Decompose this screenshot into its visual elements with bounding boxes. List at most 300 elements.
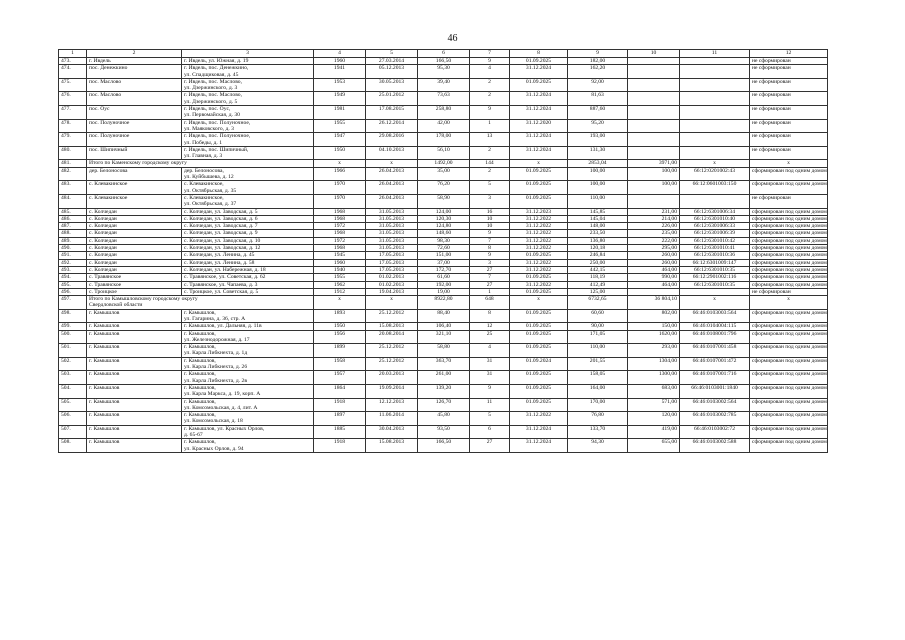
status-cell: сформирован под одним домом: [750, 281, 828, 288]
total-row: [59, 296, 828, 310]
year-cell: 1960: [314, 58, 366, 65]
locality-cell: пос. Маслово: [87, 78, 182, 92]
row-number: 485.: [59, 208, 87, 215]
due-date-cell: 31.12.2024: [510, 65, 568, 79]
area-cell: 178,00: [418, 133, 470, 147]
count-cell: 31: [470, 357, 510, 371]
cadastral-cell: 66:12:0601003:150: [680, 181, 750, 195]
row-number: 504.: [59, 384, 87, 398]
address-cell: [182, 288, 314, 295]
year-cell: 1970: [314, 194, 366, 208]
amount-cell: 60,60: [568, 309, 628, 323]
table-body: [59, 58, 828, 453]
date-cell: 26.04.2013: [366, 194, 418, 208]
row-number: 494.: [59, 274, 87, 281]
date-cell: 31.05.2013: [366, 208, 418, 215]
cadastral-cell: 66:46:0107001:458: [680, 344, 750, 358]
address-line: г. Камышлов,: [184, 439, 216, 446]
address-cell: [182, 230, 314, 237]
col10-cell: 802,00: [628, 309, 680, 323]
address-cell: [182, 384, 314, 398]
table-row: [59, 344, 828, 358]
area-cell: 172,70: [418, 266, 470, 273]
count-cell: 2: [470, 146, 510, 160]
count-cell: 7: [470, 237, 510, 244]
table-row: [59, 78, 828, 92]
address-cell: [182, 439, 314, 453]
due-date-cell: 01.09.2025: [510, 274, 568, 281]
total-label: [87, 160, 314, 167]
due-date-cell: 01.09.2025: [510, 181, 568, 195]
address-line: г. Камышлов,: [184, 344, 216, 351]
count-cell: 144: [470, 160, 510, 167]
address-line: дер. Белоносова,: [184, 167, 224, 174]
address-cell: [182, 245, 314, 252]
col10-cell: 1304,00: [628, 357, 680, 371]
due-date-cell: 31.12.2024: [510, 106, 568, 120]
due-date-cell: 01.09.2025: [510, 78, 568, 92]
address-cell: [182, 119, 314, 133]
address-line: г. Камышлов,: [184, 357, 216, 364]
row-number: 487.: [59, 223, 87, 230]
amount-cell: 164,00: [568, 384, 628, 398]
year-cell: 1864: [314, 384, 366, 398]
year-cell: 1968: [314, 215, 366, 222]
col10-cell: 120,00: [628, 412, 680, 426]
status-cell: не сформирован: [750, 92, 828, 106]
table-row: [59, 92, 828, 106]
table-row: [59, 194, 828, 208]
row-number: 482.: [59, 167, 87, 181]
address-cell: [182, 274, 314, 281]
status-cell: не сформирован: [750, 194, 828, 208]
count-cell: 11: [470, 398, 510, 412]
count-cell: 2: [470, 78, 510, 92]
amount-cell: 145,04: [568, 215, 628, 222]
cadastral-cell: [680, 119, 750, 133]
cadastral-cell: 66:46:0107001:716: [680, 371, 750, 385]
amount-cell: 182,00: [568, 58, 628, 65]
col10-cell: 260,00: [628, 252, 680, 259]
address-cell: [182, 92, 314, 106]
address-line: с. Клевакинское,: [184, 194, 224, 201]
cadastral-cell: 66:12:0201002:43: [680, 167, 750, 181]
area-cell: 45,80: [418, 412, 470, 426]
amount-cell: 201,55: [568, 357, 628, 371]
status-cell: x: [750, 296, 828, 310]
col10-cell: 1300,00: [628, 371, 680, 385]
locality-cell: г. Камышлов: [87, 371, 182, 385]
due-date-cell: 01.09.2025: [510, 344, 568, 358]
register-table: [58, 49, 828, 453]
amount-cell: 125,00: [568, 288, 628, 295]
amount-cell: 412,49: [568, 281, 628, 288]
cadastral-cell: [680, 194, 750, 208]
cadastral-cell: [680, 65, 750, 79]
locality-cell: пос. Денежкино: [87, 65, 182, 79]
count-cell: 4: [470, 344, 510, 358]
address-line: с. Травянское, ул. Советская, д. 62: [184, 274, 266, 281]
row-number: 489.: [59, 237, 87, 244]
row-number: 502.: [59, 357, 87, 371]
table-row: [59, 237, 828, 244]
area-cell: 151,00: [418, 252, 470, 259]
col10-cell: 293,00: [628, 344, 680, 358]
table-row: [59, 133, 828, 147]
year-cell: x: [314, 160, 366, 167]
col10-cell: 226,00: [628, 223, 680, 230]
total-label-line: Итого по Камышловскому городскому округу: [89, 296, 198, 303]
due-date-cell: 01.09.2025: [510, 58, 568, 65]
row-number: 499.: [59, 323, 87, 330]
address-line: ул. Железнодорожная, д. 17: [184, 336, 250, 343]
count-cell: 9: [470, 252, 510, 259]
address-cell: [182, 181, 314, 195]
amount-cell: 110,00: [568, 344, 628, 358]
date-cell: 15.08.2013: [366, 439, 418, 453]
cadastral-cell: 66:46:0107001:472: [680, 357, 750, 371]
count-cell: 13: [470, 133, 510, 147]
address-cell: [182, 78, 314, 92]
count-cell: 4: [470, 65, 510, 79]
status-cell: не сформирован: [750, 133, 828, 147]
table-row: [59, 274, 828, 281]
year-cell: 1949: [314, 92, 366, 106]
cadastral-cell: 66:12:6301006:33: [680, 223, 750, 230]
col10-cell: [628, 65, 680, 79]
col10-cell: 464,00: [628, 281, 680, 288]
cadastral-cell: x: [680, 160, 750, 167]
address-line: ул. Октябрьская, д. 35: [184, 187, 237, 194]
count-cell: 9: [470, 106, 510, 120]
date-cell: 30.05.2013: [366, 78, 418, 92]
cadastral-cell: [680, 133, 750, 147]
address-line: ул. Дзержинского, д. 3: [184, 85, 238, 92]
col10-cell: 214,00: [628, 215, 680, 222]
table-row: [59, 245, 828, 252]
locality-cell: г. Ивдель: [87, 58, 182, 65]
amount-cell: 170,00: [568, 398, 628, 412]
cadastral-cell: [680, 288, 750, 295]
cadastral-cell: [680, 78, 750, 92]
amount-cell: 94,30: [568, 439, 628, 453]
address-line: г. Ивдель, пос. Шипичный,: [184, 146, 249, 153]
address-line: г. Камышлов,: [184, 309, 216, 316]
status-cell: не сформирован: [750, 106, 828, 120]
area-cell: 35,00: [418, 167, 470, 181]
cadastral-cell: 66:46:0108001:796: [680, 330, 750, 344]
row-number: 507.: [59, 425, 87, 439]
area-cell: 261,00: [418, 371, 470, 385]
year-cell: 1981: [314, 106, 366, 120]
address-line: г. Камышлов,: [184, 412, 216, 419]
year-cell: 1953: [314, 78, 366, 92]
due-date-cell: 31.12.2022: [510, 245, 568, 252]
year-cell: 1968: [314, 208, 366, 215]
status-cell: сформирован под одним домом: [750, 208, 828, 215]
area-cell: 72,60: [418, 245, 470, 252]
col10-cell: 222,00: [628, 237, 680, 244]
row-number: 500.: [59, 330, 87, 344]
count-cell: 6: [470, 425, 510, 439]
due-date-cell: 01.09.2025: [510, 330, 568, 344]
status-cell: сформирован под одним домом: [750, 425, 828, 439]
year-cell: 1950: [314, 323, 366, 330]
address-line: с. Колчедан, ул. Ленина, д. 45: [184, 252, 255, 259]
year-cell: 1966: [314, 167, 366, 181]
row-number: 503.: [59, 371, 87, 385]
due-date-cell: 31.12.2022: [510, 237, 568, 244]
year-cell: 1960: [314, 259, 366, 266]
amount-cell: 118,19: [568, 274, 628, 281]
cadastral-cell: 66:46:0104004:115: [680, 323, 750, 330]
status-cell: сформирован под одним домом: [750, 266, 828, 273]
address-line: с. Клевакинское,: [184, 181, 224, 188]
amount-cell: 81,63: [568, 92, 628, 106]
date-cell: 12.12.2013: [366, 398, 418, 412]
col10-cell: 3971,00: [628, 160, 680, 167]
due-date-cell: 31.12.2024: [510, 133, 568, 147]
col10-cell: 36 804,10: [628, 296, 680, 310]
table-row: [59, 252, 828, 259]
col10-cell: [628, 146, 680, 160]
status-cell: сформирован под одним домом: [750, 384, 828, 398]
date-cell: 19.09.2014: [366, 384, 418, 398]
status-cell: сформирован под одним домом: [750, 309, 828, 323]
table-row: [59, 323, 828, 330]
address-line: г. Камышлов,: [184, 371, 216, 378]
amount-cell: 133,70: [568, 425, 628, 439]
area-cell: 1492,00: [418, 160, 470, 167]
row-number: 505.: [59, 398, 87, 412]
status-cell: сформирован под одним домом: [750, 252, 828, 259]
area-cell: 98,30: [418, 237, 470, 244]
area-cell: 8922,80: [418, 296, 470, 310]
address-line: ул. Первомайская, д. 30: [184, 112, 240, 119]
cadastral-cell: [680, 92, 750, 106]
amount-cell: 2853,04: [568, 160, 628, 167]
table-row: [59, 439, 828, 453]
column-number-row: [59, 50, 828, 58]
date-cell: 20.08.2014: [366, 330, 418, 344]
area-cell: 258,80: [418, 106, 470, 120]
address-cell: [182, 371, 314, 385]
address-cell: [182, 281, 314, 288]
table-row: [59, 119, 828, 133]
date-cell: 30.04.2013: [366, 425, 418, 439]
address-line: ул. Карла Либкнехта, д. 1д: [184, 350, 248, 357]
date-cell: 31.05.2013: [366, 237, 418, 244]
due-date-cell: 01.09.2025: [510, 309, 568, 323]
year-cell: 1955: [314, 119, 366, 133]
count-cell: 3: [470, 259, 510, 266]
col10-cell: [628, 194, 680, 208]
due-date-cell: 01.09.2025: [510, 167, 568, 181]
locality-cell: г. Камышлов: [87, 398, 182, 412]
locality-cell: с. Колчедан: [87, 245, 182, 252]
date-cell: 19.04.2013: [366, 288, 418, 295]
due-date-cell: 31.12.2022: [510, 230, 568, 237]
row-number: 479.: [59, 133, 87, 147]
address-line: с. Колчедан, ул. Заводская, д. 10: [184, 237, 261, 244]
cadastral-cell: 66:46:0103003:564: [680, 309, 750, 323]
date-cell: 17.05.2013: [366, 259, 418, 266]
col10-cell: 683,00: [628, 384, 680, 398]
col10-cell: 990,00: [628, 274, 680, 281]
cadastral-cell: [680, 58, 750, 65]
table-row: [59, 259, 828, 266]
table-row: [59, 146, 828, 160]
year-cell: 1947: [314, 133, 366, 147]
amount-cell: 887,60: [568, 106, 628, 120]
count-cell: 1: [470, 119, 510, 133]
amount-cell: 120,18: [568, 245, 628, 252]
col10-cell: [628, 288, 680, 295]
count-cell: 2: [470, 92, 510, 106]
address-line: ул. Карла Либкнехта, д. 26: [184, 364, 248, 371]
status-cell: сформирован под одним домом: [750, 274, 828, 281]
locality-cell: пос. Шипичный: [87, 146, 182, 160]
date-cell: 26.12.2014: [366, 119, 418, 133]
address-cell: [182, 330, 314, 344]
col10-cell: 231,00: [628, 208, 680, 215]
date-cell: 31.05.2013: [366, 230, 418, 237]
area-cell: 58,80: [418, 344, 470, 358]
year-cell: 1962: [314, 281, 366, 288]
address-cell: [182, 223, 314, 230]
date-cell: 15.08.2013: [366, 323, 418, 330]
status-cell: сформирован под одним домом: [750, 323, 828, 330]
locality-cell: г. Камышлов: [87, 384, 182, 398]
amount-cell: 442,15: [568, 266, 628, 273]
address-cell: [182, 146, 314, 160]
address-line: с. Колчедан, ул. Заводская, д. 6: [184, 215, 258, 222]
due-date-cell: 31.12.2024: [510, 92, 568, 106]
column-header: 4: [314, 50, 366, 58]
amount-cell: 95,20: [568, 119, 628, 133]
address-line: г. Камышлов, ул. Красных Орлов,: [184, 425, 265, 432]
column-header: 2: [87, 50, 182, 58]
address-line: ул. Маяковского, д. 3: [184, 125, 234, 132]
table-row: [59, 398, 828, 412]
table-row: [59, 58, 828, 65]
date-cell: 20.03.2013: [366, 371, 418, 385]
date-cell: 31.05.2013: [366, 245, 418, 252]
due-date-cell: 31.12.2024: [510, 146, 568, 160]
amount-cell: 250,00: [568, 259, 628, 266]
date-cell: 17.05.2013: [366, 266, 418, 273]
year-cell: 1956: [314, 330, 366, 344]
status-cell: не сформирован: [750, 58, 828, 65]
cadastral-cell: 66:46:0103001:1840: [680, 384, 750, 398]
col10-cell: [628, 58, 680, 65]
address-line: ул. Гагарина, д. 36, стр. А: [184, 315, 246, 322]
amount-cell: 110,00: [568, 194, 628, 208]
col10-cell: [628, 133, 680, 147]
row-number: 506.: [59, 412, 87, 426]
date-cell: 27.03.2014: [366, 58, 418, 65]
due-date-cell: 31.12.2022: [510, 281, 568, 288]
year-cell: 1968: [314, 245, 366, 252]
address-line: ул. Комсомольская, д. 4, лит. А: [184, 404, 258, 411]
address-line: г. Камышлов,: [184, 398, 216, 405]
row-number: 492.: [59, 259, 87, 266]
status-cell: сформирован под одним домом: [750, 439, 828, 453]
cadastral-cell: 66:46:0103002:72: [680, 425, 750, 439]
locality-cell: г. Камышлов: [87, 357, 182, 371]
area-cell: 148,60: [418, 230, 470, 237]
row-number: 476.: [59, 92, 87, 106]
row-number: 490.: [59, 245, 87, 252]
locality-cell: г. Камышлов: [87, 323, 182, 330]
cadastral-cell: 66:12:6301006:34: [680, 208, 750, 215]
table-row: [59, 384, 828, 398]
col10-cell: [628, 78, 680, 92]
address-cell: [182, 259, 314, 266]
cadastral-cell: 66:12:6301010:41: [680, 245, 750, 252]
cadastral-cell: 66:46:0103002:564: [680, 398, 750, 412]
locality-cell: г. Камышлов: [87, 439, 182, 453]
row-number: 508.: [59, 439, 87, 453]
year-cell: 1885: [314, 425, 366, 439]
count-cell: 25: [470, 330, 510, 344]
date-cell: 11.06.2014: [366, 412, 418, 426]
locality-cell: г. Камышлов: [87, 330, 182, 344]
count-cell: 7: [470, 274, 510, 281]
area-cell: 321,10: [418, 330, 470, 344]
area-cell: 120,30: [418, 215, 470, 222]
count-cell: 27: [470, 439, 510, 453]
due-date-cell: x: [510, 160, 568, 167]
year-cell: 1918: [314, 398, 366, 412]
address-line: г. Камышлов, ул. Дальняя, д. 11в: [184, 323, 262, 330]
year-cell: 1957: [314, 371, 366, 385]
row-number: 477.: [59, 106, 87, 120]
cadastral-cell: 66:12:6301010:35: [680, 281, 750, 288]
address-line: г. Ивдель, пос. Маслово,: [184, 92, 243, 99]
date-cell: 01.02.2013: [366, 274, 418, 281]
area-cell: 42,00: [418, 119, 470, 133]
address-line: ул. Красных Орлов, д. 94: [184, 445, 244, 452]
row-number: 501.: [59, 344, 87, 358]
row-number: 488.: [59, 230, 87, 237]
row-number: 480.: [59, 146, 87, 160]
amount-cell: 162,20: [568, 65, 628, 79]
status-cell: сформирован под одним домом: [750, 330, 828, 344]
due-date-cell: 01.09.2025: [510, 384, 568, 398]
date-cell: 31.05.2013: [366, 215, 418, 222]
table-row: [59, 106, 828, 120]
column-header: 7: [470, 50, 510, 58]
address-line: с. Травянское, ул. Чапаева, д. 3: [184, 281, 258, 288]
due-date-cell: 31.12.2022: [510, 215, 568, 222]
count-cell: 648: [470, 296, 510, 310]
row-number: 481.: [59, 160, 87, 167]
locality-cell: с. Колчедан: [87, 230, 182, 237]
amount-cell: 76,80: [568, 412, 628, 426]
row-number: 486.: [59, 215, 87, 222]
row-number: 474.: [59, 65, 87, 79]
status-cell: сформирован под одним домом: [750, 344, 828, 358]
address-cell: [182, 357, 314, 371]
table-row: [59, 208, 828, 215]
date-cell: 25.12.2012: [366, 309, 418, 323]
cadastral-cell: 66:12:6301010:42: [680, 237, 750, 244]
table-row: [59, 357, 828, 371]
locality-cell: с. Клевакинское: [87, 194, 182, 208]
status-cell: x: [750, 160, 828, 167]
col10-cell: 235,00: [628, 230, 680, 237]
